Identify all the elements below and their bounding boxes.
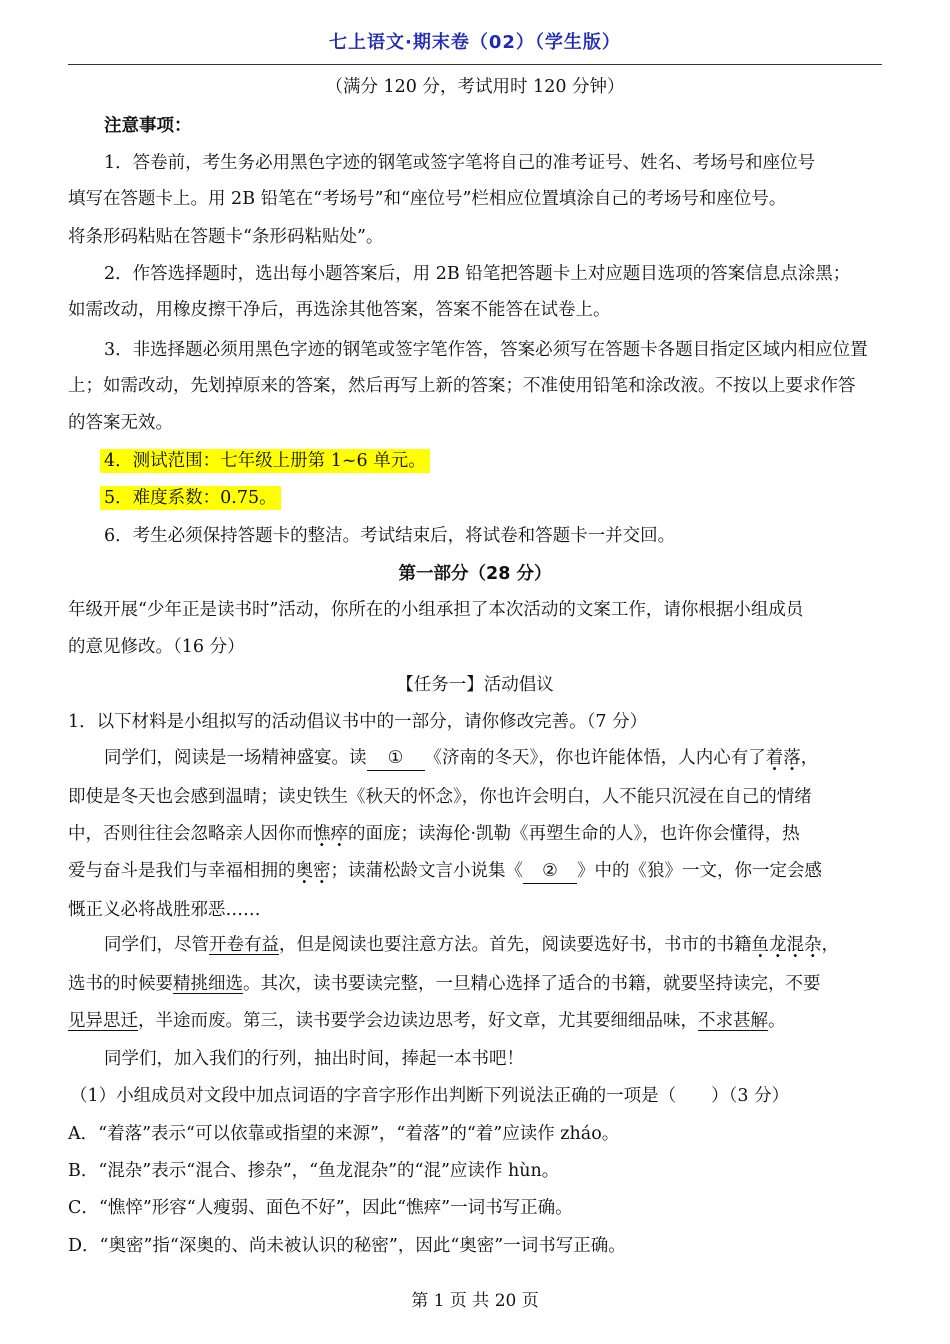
passage-p2-line-3: 见异思迁，半途而废。第三，读书要学会边读边思考，好文章，尤其要细细品味，不求甚解。 <box>68 1011 786 1031</box>
page-header-title: 七上语文·期末卷（02）（学生版） <box>329 32 621 53</box>
notice-item-4 <box>100 449 880 473</box>
part1-title: 第一部分（28 分） <box>398 564 552 584</box>
blank-1: ① <box>367 746 425 771</box>
notice-heading: 注意事项： <box>104 116 192 136</box>
notice-item-5 <box>100 486 880 510</box>
option-a: A．“着落”表示“可以依靠或指望的来源”，“着落”的“着”应读作 zháo。 <box>68 1124 620 1144</box>
notice-item-1-line-2: 填写在答题卡上。用 2B 铅笔在“考场号”和“座位号”栏相应位置填涂自己的考场号和座位号。 <box>68 189 787 209</box>
option-b: B．“混杂”表示“混合、掺杂”，“鱼龙混杂”的“混”应读作 hùn。 <box>68 1161 560 1181</box>
notice-item-3-line-1: 3．非选择题必须用黑色字迹的钢笔或签字笔作答，答案必须写在答题卡各题目指定区域内相应位置 <box>104 340 868 360</box>
passage-p2-line-2: 选书的时候要精挑细选。其次，读书要读完整，一旦精心选择了适合的书籍，就要坚持读完，不要 <box>68 974 821 994</box>
dotted-char-long: 龙 <box>769 935 787 955</box>
dotted-char-yu: 鱼 <box>751 935 769 955</box>
notice-item-2-line-1: 2．作答选择题时，选出每小题答案后，用 2B 铅笔把答题卡上对应题目选项的答案信息点涂黑； <box>104 264 851 284</box>
underlined-kaijuan: 开卷有益 <box>209 935 279 955</box>
passage-p2-line-1: 同学们，尽管开卷有益，但是阅读也要注意方法。首先，阅读要选好书，书市的书籍鱼龙混杂， <box>104 935 839 955</box>
dotted-char-zhuo: 着 <box>765 748 784 768</box>
passage-p1-line-1: 同学们，阅读是一场精神盛宴。读 ① 《济南的冬天》，你也许能体悟，人内心有了着落， <box>104 746 884 771</box>
question-1: 1．以下材料是小组拟写的活动倡议书中的一部分，请你修改完善。（7 分） <box>68 712 648 732</box>
sub-question-1: （1）小组成员对文段中加点词语的字音字形作出判断下列说法正确的一项是（ ）（3 分） <box>70 1086 790 1106</box>
passage-p1-line-3: 中，否则往往会忽略亲人因你而憔瘁的面庞；读海伦·凯勒《再塑生命的人》，也许你会懂得，热 <box>68 824 800 844</box>
part1-intro-line-2: 的意见修改。（16 分） <box>68 637 245 657</box>
page-number: 第 1 页 共 20 页 <box>411 1291 539 1311</box>
option-d: D．“奥密”指“深奥的、尚未被认识的秘密”，因此“奥密”一词书写正确。 <box>68 1236 626 1256</box>
dotted-char-za: 杂 <box>804 935 822 955</box>
passage-p1-line-2: 即使是冬天也会感到温晴；读史铁生《秋天的怀念》，你也许会明白，人不能只沉浸在自己的情绪 <box>68 787 812 807</box>
notice-item-1-line-1: 1．答卷前，考生务必用黑色字迹的钢笔或签字笔将自己的准考证号、姓名、考场号和座位号 <box>104 153 816 173</box>
underlined-jingtiao: 精挑细选 <box>173 974 243 994</box>
dotted-char-luo: 落 <box>783 748 801 768</box>
underlined-jianyi: 见异思迁 <box>68 1011 138 1031</box>
passage-p1-line-5: 慨正义必将战胜邪恶…… <box>68 900 261 920</box>
notice-item-3-line-3: 的答案无效。 <box>68 413 173 433</box>
exam-info: （满分 120 分，考试用时 120 分钟） <box>325 77 625 97</box>
task1-title: 【任务一】活动倡议 <box>396 675 554 695</box>
passage-p1-line-4: 爱与奋斗是我们与幸福相拥的奥密；读蒲松龄文言小说集《 ② 》中的《狼》一文，你一定会感 <box>68 859 882 884</box>
option-c: C．“憔悴”形容“人瘦弱、面色不好”，因此“憔瘁”一词书写正确。 <box>68 1198 573 1218</box>
highlight-difficulty: 5．难度系数：0.75。 <box>100 486 281 510</box>
dotted-char-mi: 密 <box>313 861 331 881</box>
dotted-char-hun: 混 <box>786 935 804 955</box>
blank-2: ② <box>523 859 577 884</box>
dotted-char-qiao: 憔 <box>313 824 331 844</box>
dotted-char-ao: 奥 <box>295 861 313 881</box>
notice-item-6: 6．考生必须保持答题卡的整洁。考试结束后，将试卷和答题卡一并交回。 <box>104 526 676 546</box>
dotted-char-cui: 瘁 <box>330 824 348 844</box>
header-divider <box>68 64 882 65</box>
part1-intro-line-1: 年级开展“少年正是读书时”活动，你所在的小组承担了本次活动的文案工作，请你根据小组成员 <box>68 600 804 620</box>
notice-item-3-line-2: 上；如需改动，先划掉原来的答案，然后再写上新的答案；不准使用铅笔和涂改液。不按以上要求作答 <box>68 376 856 396</box>
highlight-test-scope: 4．测试范围：七年级上册第 1~6 单元。 <box>100 449 430 473</box>
notice-item-2-line-2: 如需改动，用橡皮擦干净后，再选涂其他答案，答案不能答在试卷上。 <box>68 300 611 320</box>
notice-item-1-line-3: 将条形码粘贴在答题卡“条形码粘贴处”。 <box>68 227 384 247</box>
passage-p3: 同学们，加入我们的行列，抽出时间，捧起一本书吧！ <box>104 1049 524 1069</box>
underlined-buqiu: 不求甚解 <box>698 1011 768 1031</box>
